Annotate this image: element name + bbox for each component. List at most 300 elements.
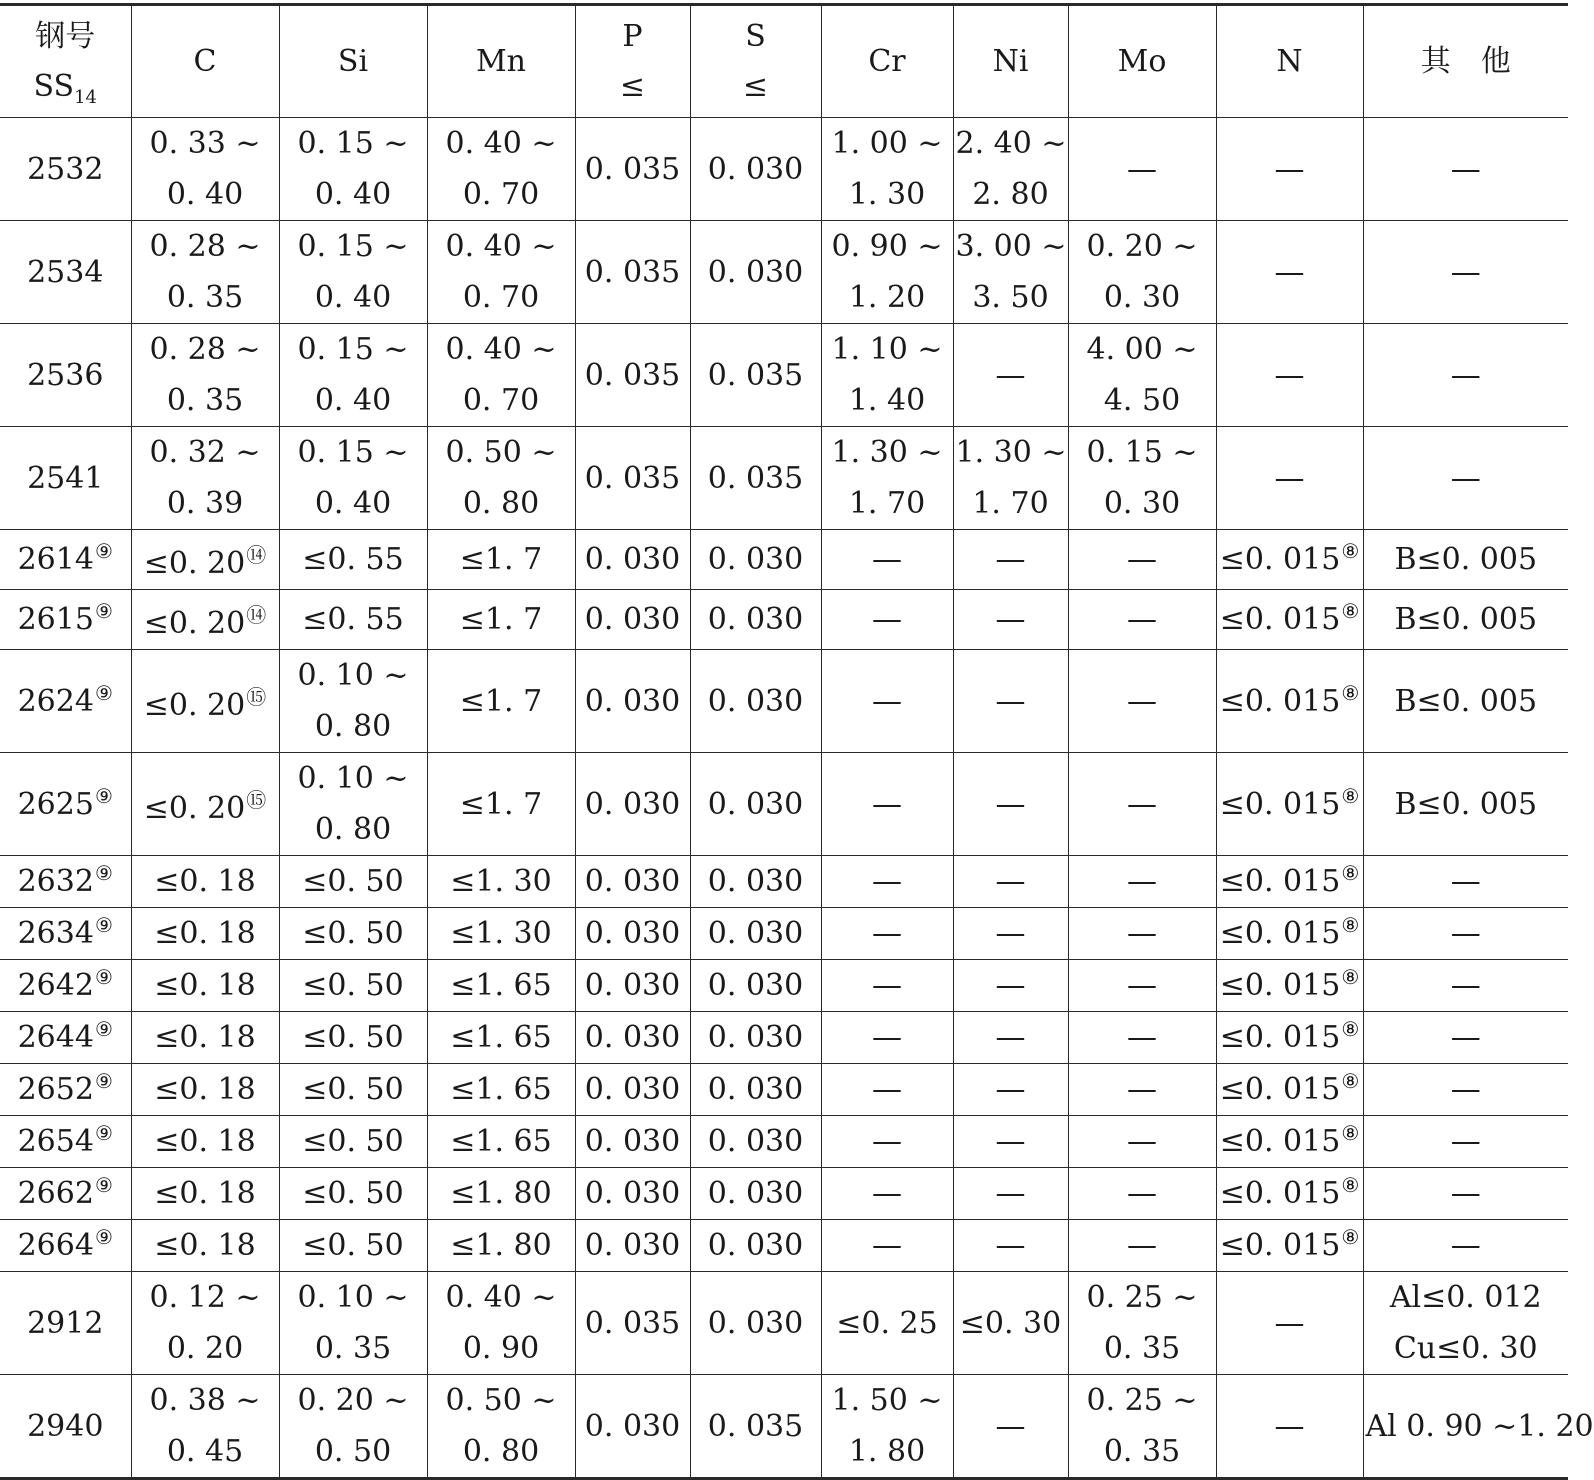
c-value-line: 0. 45 (166, 1434, 244, 1469)
table-row (0, 1116, 1568, 1168)
header-s (690, 5, 821, 118)
cell-si (279, 753, 427, 856)
table-row (0, 960, 1568, 1012)
c-value-line: 0. 28 ~ (149, 332, 261, 367)
cell-mn (427, 1272, 575, 1375)
cell-si (279, 221, 427, 324)
c-value-line: ≤0. 18 (154, 916, 256, 951)
ni-value-line: 3. 50 (972, 280, 1049, 315)
footnote-mark: ⑭ (246, 603, 267, 627)
cell-s: 0. 030 (690, 650, 821, 753)
other-value-line: B≤0. 005 (1394, 602, 1538, 637)
cr-value-line: — (872, 1020, 902, 1055)
other-value-line: — (1450, 1072, 1481, 1107)
footnote-mark: ⑧ (1341, 913, 1360, 937)
cell-other (1363, 221, 1568, 324)
cell-p: 0. 035 (575, 118, 690, 221)
cell-n (1216, 856, 1363, 908)
cell-p: 0. 030 (575, 1375, 690, 1479)
si-value-line: 0. 40 (314, 280, 392, 315)
cell-n (1216, 1375, 1363, 1479)
cell-n (1216, 1064, 1363, 1116)
cell-mn (427, 753, 575, 856)
cell-n (1216, 1012, 1363, 1064)
table-row (0, 856, 1568, 908)
cell-mn (427, 1012, 575, 1064)
c-value-line: ≤0. 18 (154, 968, 256, 1003)
cell-other (1363, 427, 1568, 530)
grade-value: 2664 (17, 1228, 94, 1263)
mo-value-line: — (1127, 1072, 1157, 1107)
cr-value-line: — (872, 786, 902, 822)
cell-si (279, 590, 427, 650)
cell-c (131, 908, 279, 960)
cr-value-line: — (872, 916, 902, 951)
cell-s: 0. 035 (690, 324, 821, 427)
cell-s: 0. 030 (690, 1064, 821, 1116)
cell-cr (821, 1375, 953, 1479)
footnote-mark: ⑧ (1341, 539, 1360, 563)
n-value: ≤0. 015 (1219, 542, 1341, 577)
c-value-line: 0. 33 ~ (149, 126, 261, 161)
cell-c (131, 753, 279, 856)
mo-value-line: 0. 20 ~ (1086, 229, 1198, 264)
table-body (0, 118, 1594, 1479)
header-mn: Mn (427, 5, 575, 118)
cell-other (1363, 960, 1568, 1012)
cell-ni (953, 753, 1068, 856)
cell-mn (427, 650, 575, 753)
mn-value-line: ≤1. 7 (459, 542, 543, 577)
si-value-line: 0. 15 ~ (297, 435, 409, 470)
cell-grade (0, 427, 131, 530)
ni-value-line: 3. 00 ~ (955, 229, 1067, 264)
cell-other (1363, 1064, 1568, 1116)
other-value-line: Cu≤0. 30 (1393, 1331, 1538, 1366)
cell-ni (953, 1012, 1068, 1064)
cr-value-line: — (872, 542, 902, 577)
grade-value: 2624 (17, 683, 94, 719)
grade-value: 2940 (27, 1408, 104, 1444)
other-value-line: — (1450, 968, 1481, 1003)
c-value: ≤0. 20 (143, 546, 246, 581)
cell-mn (427, 1168, 575, 1220)
grade-value: 2614 (17, 542, 94, 577)
mn-value-line: 0. 90 (462, 1331, 540, 1366)
header-p-note: ≤ (619, 68, 646, 104)
mo-value-line: — (1127, 916, 1157, 951)
cell-ni (953, 530, 1068, 590)
footnote-mark: ⑨ (94, 965, 113, 989)
cell-p: 0. 035 (575, 427, 690, 530)
n-value: ≤0. 015 (1219, 1176, 1341, 1211)
cr-value-line: 1. 30 (848, 177, 926, 212)
cell-ni (953, 1116, 1068, 1168)
cr-value-line: 1. 30 ~ (831, 435, 943, 470)
cell-mn (427, 908, 575, 960)
si-value-line: 0. 10 ~ (297, 761, 409, 796)
cell-mo (1068, 427, 1216, 530)
cell-si (279, 650, 427, 753)
footnote-mark: ⑨ (94, 539, 113, 563)
cell-cr (821, 753, 953, 856)
cell-p: 0. 035 (575, 1272, 690, 1375)
header-n: N (1216, 5, 1363, 118)
mn-value-line: ≤1. 65 (450, 1020, 552, 1055)
si-value-line: 0. 15 ~ (297, 332, 409, 367)
footnote-mark: ⑧ (1341, 861, 1360, 885)
other-value-line: B≤0. 005 (1394, 542, 1538, 577)
c-value-line: ≤0. 18 (154, 1020, 256, 1055)
cell-n (1216, 530, 1363, 590)
cell-other (1363, 324, 1568, 427)
cell-n (1216, 221, 1363, 324)
cell-other (1363, 118, 1568, 221)
cell-mn (427, 427, 575, 530)
cell-si (279, 118, 427, 221)
cell-c (131, 590, 279, 650)
cell-n (1216, 427, 1363, 530)
table-row (0, 324, 1568, 427)
cell-s: 0. 030 (690, 1272, 821, 1375)
footnote-mark: ⑨ (94, 783, 113, 808)
si-value-line: ≤0. 50 (302, 1176, 404, 1211)
cell-mn (427, 118, 575, 221)
cell-mo (1068, 856, 1216, 908)
mo-value-line: — (1127, 1124, 1157, 1159)
header-p (575, 5, 690, 118)
cell-ni (953, 1168, 1068, 1220)
cell-mo (1068, 1375, 1216, 1479)
cr-value-line: — (872, 1228, 902, 1263)
footnote-mark: ⑧ (1341, 783, 1360, 808)
cell-c (131, 427, 279, 530)
mn-value-line: ≤1. 65 (450, 1072, 552, 1107)
cell-si (279, 856, 427, 908)
other-value-line: — (1450, 1020, 1481, 1055)
cell-c (131, 650, 279, 753)
mo-value-line: — (1127, 151, 1157, 187)
cell-c (131, 1064, 279, 1116)
cell-grade (0, 908, 131, 960)
cell-other (1363, 1012, 1568, 1064)
footnote-mark: ⑧ (1341, 1225, 1360, 1249)
grade-value: 2534 (27, 254, 104, 290)
mo-value-line: 0. 30 (1103, 280, 1181, 315)
si-value-line: ≤0. 50 (302, 1072, 404, 1107)
cell-ni (953, 1375, 1068, 1479)
cell-p: 0. 030 (575, 960, 690, 1012)
si-value-line: 0. 20 ~ (297, 1383, 409, 1418)
cell-p: 0. 030 (575, 1064, 690, 1116)
other-value-line: — (1450, 151, 1481, 187)
si-value-line: ≤0. 50 (302, 1228, 404, 1263)
cell-mn (427, 324, 575, 427)
grade-value: 2634 (17, 916, 94, 951)
grade-value: 2615 (17, 602, 94, 637)
other-value-line: — (1450, 357, 1481, 393)
table-row (0, 1064, 1568, 1116)
c-value-line: 0. 35 (166, 280, 244, 315)
footnote-mark: ⑨ (94, 1121, 113, 1145)
header-row (0, 5, 1568, 118)
cell-s: 0. 030 (690, 1220, 821, 1272)
cell-p: 0. 030 (575, 1168, 690, 1220)
cell-p: 0. 035 (575, 324, 690, 427)
cell-other (1363, 1272, 1568, 1375)
cell-n (1216, 908, 1363, 960)
mn-value-line: 0. 40 ~ (445, 332, 557, 367)
cell-grade (0, 324, 131, 427)
cell-n (1216, 1168, 1363, 1220)
c-value-line: 0. 12 ~ (149, 1280, 261, 1315)
c-value-line: 0. 35 (166, 383, 244, 418)
cell-si (279, 1116, 427, 1168)
cell-grade (0, 1272, 131, 1375)
ni-value-line: — (995, 602, 1026, 637)
mo-value-line: — (1127, 1020, 1157, 1055)
other-value-line: — (1450, 916, 1481, 951)
grade-value: 2642 (17, 968, 94, 1003)
n-value: — (1274, 357, 1305, 393)
header-mo: Mo (1068, 5, 1216, 118)
grade-value: 2912 (27, 1305, 104, 1341)
cell-cr (821, 1220, 953, 1272)
si-value-line: 0. 80 (314, 812, 392, 847)
cell-grade (0, 118, 131, 221)
c-line-wrap (134, 530, 277, 589)
cell-grade (0, 221, 131, 324)
cell-c (131, 1272, 279, 1375)
cell-cr (821, 427, 953, 530)
cr-value-line: — (872, 683, 902, 719)
c-value: ≤0. 20 (143, 687, 246, 723)
other-value-line: — (1450, 1228, 1481, 1263)
si-value-line: ≤0. 55 (302, 602, 404, 637)
cell-n (1216, 1272, 1363, 1375)
cell-grade (0, 530, 131, 590)
cr-value-line: 1. 50 ~ (831, 1383, 943, 1418)
cell-grade (0, 590, 131, 650)
ni-value-line: 1. 30 ~ (955, 435, 1067, 470)
header-grade-std (2, 62, 129, 112)
footnote-mark: ⑧ (1341, 1017, 1360, 1041)
ni-value-line: 1. 70 (972, 486, 1049, 521)
other-value-line: — (1450, 1124, 1481, 1159)
cell-ni (953, 324, 1068, 427)
cell-other (1363, 856, 1568, 908)
footnote-mark: ⑮ (246, 684, 267, 709)
cell-cr (821, 590, 953, 650)
mo-value-line: 0. 25 ~ (1086, 1280, 1198, 1315)
other-value-line: — (1450, 864, 1481, 899)
si-value-line: ≤0. 55 (302, 542, 404, 577)
table-row (0, 221, 1568, 324)
si-value-line: 0. 15 ~ (297, 126, 409, 161)
cell-p: 0. 030 (575, 1012, 690, 1064)
other-value-line: Al≤0. 012 (1389, 1280, 1542, 1315)
cell-n (1216, 590, 1363, 650)
cr-value-line: — (872, 1124, 902, 1159)
si-value-line: ≤0. 50 (302, 1124, 404, 1159)
cell-ni (953, 590, 1068, 650)
cr-value-line: 1. 00 ~ (831, 126, 943, 161)
cell-mo (1068, 1168, 1216, 1220)
cell-si (279, 1012, 427, 1064)
grade-value: 2652 (17, 1072, 94, 1107)
table-row (0, 753, 1568, 856)
other-value-line: B≤0. 005 (1394, 786, 1538, 822)
mo-value-line: 0. 25 ~ (1086, 1383, 1198, 1418)
cell-ni (953, 427, 1068, 530)
cell-other (1363, 1116, 1568, 1168)
grade-value: 2532 (27, 151, 104, 187)
cell-cr (821, 324, 953, 427)
mo-value-line: — (1127, 786, 1157, 822)
si-value-line: 0. 10 ~ (297, 658, 409, 693)
cell-grade (0, 1012, 131, 1064)
cell-ni (953, 650, 1068, 753)
cell-grade (0, 1168, 131, 1220)
mo-value-line: — (1127, 1228, 1157, 1263)
grade-value: 2541 (27, 460, 104, 496)
mn-value-line: ≤1. 30 (450, 916, 552, 951)
footnote-mark: ⑨ (94, 861, 113, 885)
cell-s: 0. 035 (690, 427, 821, 530)
mn-value-line: ≤1. 7 (459, 602, 543, 637)
mo-value-line: 0. 35 (1103, 1434, 1181, 1469)
header-s-note: ≤ (742, 68, 769, 104)
cell-n (1216, 960, 1363, 1012)
cell-cr (821, 856, 953, 908)
mo-value-line: — (1127, 683, 1157, 719)
footnote-mark: ⑧ (1341, 599, 1360, 623)
si-value-line: 0. 10 ~ (297, 1280, 409, 1315)
si-value-line: 0. 15 ~ (297, 229, 409, 264)
si-value-line: ≤0. 50 (302, 916, 404, 951)
n-value: ≤0. 015 (1219, 864, 1341, 899)
footnote-mark: ⑮ (246, 787, 267, 812)
ni-value-line: — (995, 1408, 1026, 1444)
si-value-line: 0. 40 (314, 177, 392, 212)
table-row (0, 908, 1568, 960)
c-value-line: 0. 28 ~ (149, 229, 261, 264)
cell-grade (0, 960, 131, 1012)
cell-c (131, 960, 279, 1012)
mo-value-line: — (1127, 542, 1157, 577)
cell-mo (1068, 530, 1216, 590)
cell-c (131, 1375, 279, 1479)
cell-si (279, 908, 427, 960)
cell-c (131, 1012, 279, 1064)
mn-value-line: 0. 50 ~ (445, 435, 557, 470)
si-value-line: 0. 40 (314, 486, 392, 521)
header-grade (0, 5, 131, 118)
mn-value-line: ≤1. 80 (450, 1176, 552, 1211)
cell-mo (1068, 1220, 1216, 1272)
cell-ni (953, 908, 1068, 960)
grade-value: 2632 (17, 864, 94, 899)
cr-value-line: 1. 40 (848, 383, 926, 418)
cell-other (1363, 908, 1568, 960)
other-value-line: — (1450, 460, 1481, 496)
ni-value-line: — (995, 542, 1026, 577)
cell-mo (1068, 1116, 1216, 1168)
cell-cr (821, 221, 953, 324)
cell-mn (427, 221, 575, 324)
mn-value-line: 0. 40 ~ (445, 126, 557, 161)
cell-c (131, 1116, 279, 1168)
cell-mn (427, 1064, 575, 1116)
cell-mn (427, 1116, 575, 1168)
table-row (0, 1375, 1568, 1479)
cell-ni (953, 118, 1068, 221)
si-value-line: 0. 80 (314, 709, 392, 744)
cell-p: 0. 030 (575, 908, 690, 960)
cell-mo (1068, 590, 1216, 650)
c-value-line: 0. 38 ~ (149, 1383, 261, 1418)
mn-value-line: 0. 70 (462, 280, 540, 315)
cell-grade (0, 856, 131, 908)
cell-c (131, 856, 279, 908)
n-value: — (1274, 1305, 1305, 1341)
mn-value-line: ≤1. 65 (450, 1124, 552, 1159)
cell-n (1216, 324, 1363, 427)
mo-value-line: — (1127, 602, 1157, 637)
mo-value-line: 0. 35 (1103, 1331, 1181, 1366)
cell-mo (1068, 221, 1216, 324)
n-value: — (1274, 151, 1305, 187)
ni-value-line: — (995, 916, 1026, 951)
header-ni: Ni (953, 5, 1068, 118)
cell-other (1363, 753, 1568, 856)
grade-value: 2654 (17, 1124, 94, 1159)
cell-n (1216, 1220, 1363, 1272)
n-value: ≤0. 015 (1219, 916, 1341, 951)
cell-mn (427, 1220, 575, 1272)
cr-value-line: — (872, 864, 902, 899)
ni-value-line: 2. 40 ~ (955, 126, 1067, 161)
ni-value-line: — (995, 683, 1026, 719)
cell-s: 0. 030 (690, 960, 821, 1012)
ni-value-line: — (995, 1124, 1026, 1159)
table-row (0, 1220, 1568, 1272)
ni-value-line: — (995, 1020, 1026, 1055)
cell-c (131, 118, 279, 221)
header-grade-std-sub: 14 (74, 86, 97, 108)
header-c: C (131, 5, 279, 118)
cell-grade (0, 1375, 131, 1479)
cell-grade (0, 1220, 131, 1272)
cell-p: 0. 030 (575, 530, 690, 590)
grade-value: 2662 (17, 1176, 94, 1211)
cell-mo (1068, 1272, 1216, 1375)
ni-value-line: 2. 80 (972, 177, 1049, 212)
mn-value-line: 0. 50 ~ (445, 1383, 557, 1418)
cr-value-line: 1. 20 (848, 280, 926, 315)
cell-n (1216, 753, 1363, 856)
cell-si (279, 1064, 427, 1116)
cell-cr (821, 908, 953, 960)
cell-cr (821, 650, 953, 753)
n-value: ≤0. 015 (1219, 1124, 1341, 1159)
cell-si (279, 1375, 427, 1479)
composition-table (0, 3, 1594, 1480)
cell-cr (821, 1064, 953, 1116)
cell-p: 0. 035 (575, 221, 690, 324)
footnote-mark: ⑧ (1341, 1173, 1360, 1197)
cell-ni (953, 856, 1068, 908)
